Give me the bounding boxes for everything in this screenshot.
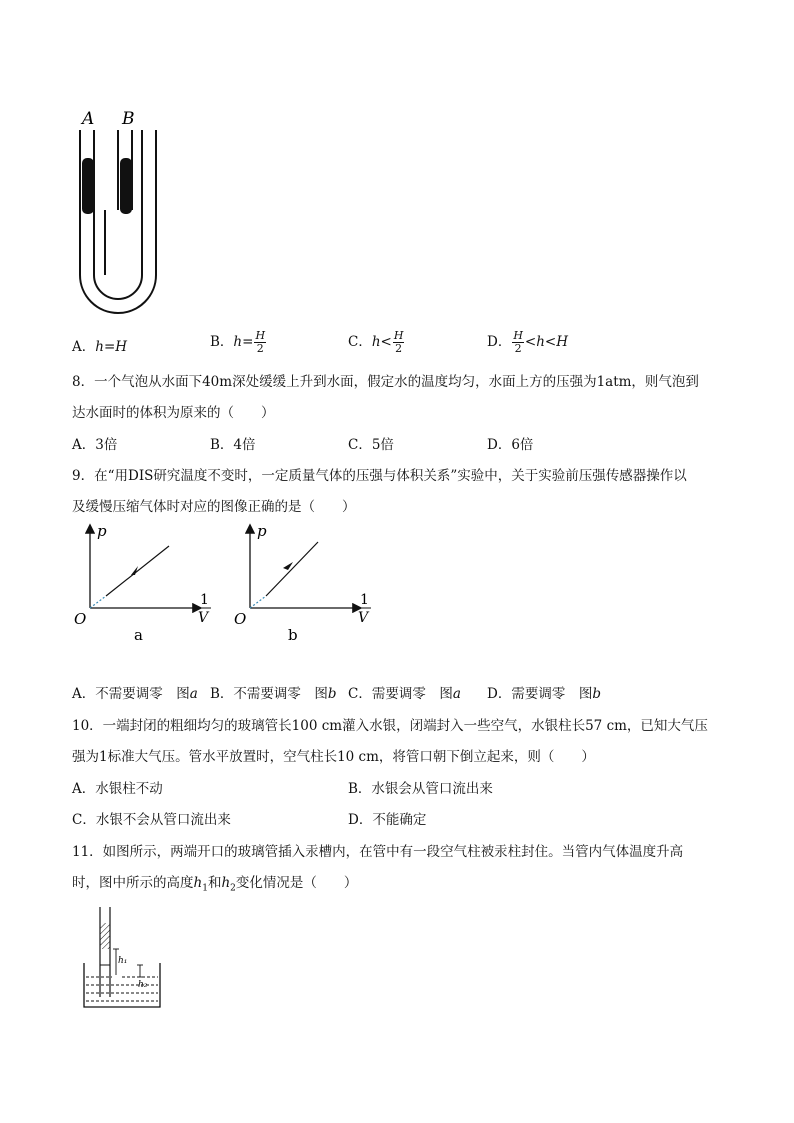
q7-option-b[interactable]: B．h= $\frac{H}{2}$ bbox=[210, 329, 266, 355]
q9-option-c[interactable]: C．需要调零 图a bbox=[348, 686, 461, 702]
q8-option-d[interactable]: D．6倍 bbox=[487, 437, 534, 453]
graph-a-y-label: p bbox=[97, 522, 107, 540]
tube-a-label: A bbox=[82, 109, 95, 129]
q8-option-a[interactable]: A．3倍 bbox=[72, 437, 118, 453]
graph-a bbox=[70, 520, 220, 650]
q10-option-d[interactable]: D．不能确定 bbox=[348, 812, 427, 828]
q9-option-d[interactable]: D．需要调零 图b bbox=[487, 686, 601, 702]
q10-option-a[interactable]: A．水银柱不动 bbox=[72, 781, 163, 797]
fraction: $\frac{H}{2}$ bbox=[513, 329, 523, 355]
tube-b-label: B bbox=[122, 109, 135, 129]
graph-a-x-den: V bbox=[198, 610, 209, 626]
h1-label: h₁ bbox=[118, 956, 128, 966]
u-tube-figure bbox=[70, 100, 160, 320]
fraction: $\frac{H}{2}$ bbox=[393, 329, 404, 355]
q9-option-b[interactable]: B．不需要调零 图b bbox=[210, 686, 337, 702]
q8-stem-line2: 达水面时的体积为原来的（ ） bbox=[72, 405, 275, 421]
q11-stem-line1: 11．如图所示，两端开口的玻璃管插入汞槽内，在管中有一段空气柱被汞柱封住。当管内气体温度升高 bbox=[72, 844, 684, 860]
q9-option-a[interactable]: A．不需要调零 图a bbox=[72, 686, 198, 702]
q8-option-b[interactable]: B．4倍 bbox=[210, 437, 256, 453]
graph-b-y-label: p bbox=[257, 522, 267, 540]
graph-b-x-den: V bbox=[358, 610, 369, 626]
q8-stem-line1: 8．一个气泡从水面下40m深处缓缓上升到水面，假定水的温度均匀，水面上方的压强为1atm，则气泡到 bbox=[72, 374, 699, 390]
graph-a-caption: a bbox=[134, 626, 143, 644]
q7-option-d[interactable]: D． $\frac{H}{2}$ <h<H bbox=[487, 329, 569, 355]
q7-option-c[interactable]: C．h< $\frac{H}{2}$ bbox=[348, 329, 404, 355]
q7-option-a[interactable]: A．h=H bbox=[72, 339, 128, 355]
q10-option-b[interactable]: B．水银会从管口流出来 bbox=[348, 781, 493, 797]
fraction: $\frac{H}{2}$ bbox=[255, 329, 266, 355]
graph-a-x-num: 1 bbox=[200, 592, 209, 608]
q11-stem-line2: 时，图中所示的高度$h_1$和$h_2$变化情况是（ ） bbox=[72, 875, 358, 894]
q10-option-c[interactable]: C．水银不会从管口流出来 bbox=[72, 812, 231, 828]
q10-stem-line2: 强为1标准大气压。管水平放置时，空气柱长10 cm，将管口朝下倒立起来，则（ ） bbox=[72, 749, 595, 765]
q10-stem-line1: 10．一端封闭的粗细均匀的玻璃管长100 cm灌入水银，闭端封入一些空气，水银柱长57 cm，已知大气压 bbox=[72, 718, 708, 734]
q8-option-c[interactable]: C．5倍 bbox=[348, 437, 394, 453]
q9-stem-line2: 及缓慢压缩气体时对应的图像正确的是（ ） bbox=[72, 499, 356, 515]
mercury-trough-figure bbox=[78, 905, 168, 1015]
graph-b-caption: b bbox=[288, 626, 298, 644]
graph-b bbox=[230, 520, 380, 650]
graph-b-origin: O bbox=[234, 610, 247, 628]
h2-label: h₂ bbox=[138, 980, 148, 990]
q9-stem-line1: 9．在“用DIS研究温度不变时，一定质量气体的压强与体积关系”实验中，关于实验前压强传感器操作以 bbox=[72, 468, 687, 484]
graph-a-origin: O bbox=[74, 610, 87, 628]
graph-b-x-num: 1 bbox=[360, 592, 369, 608]
